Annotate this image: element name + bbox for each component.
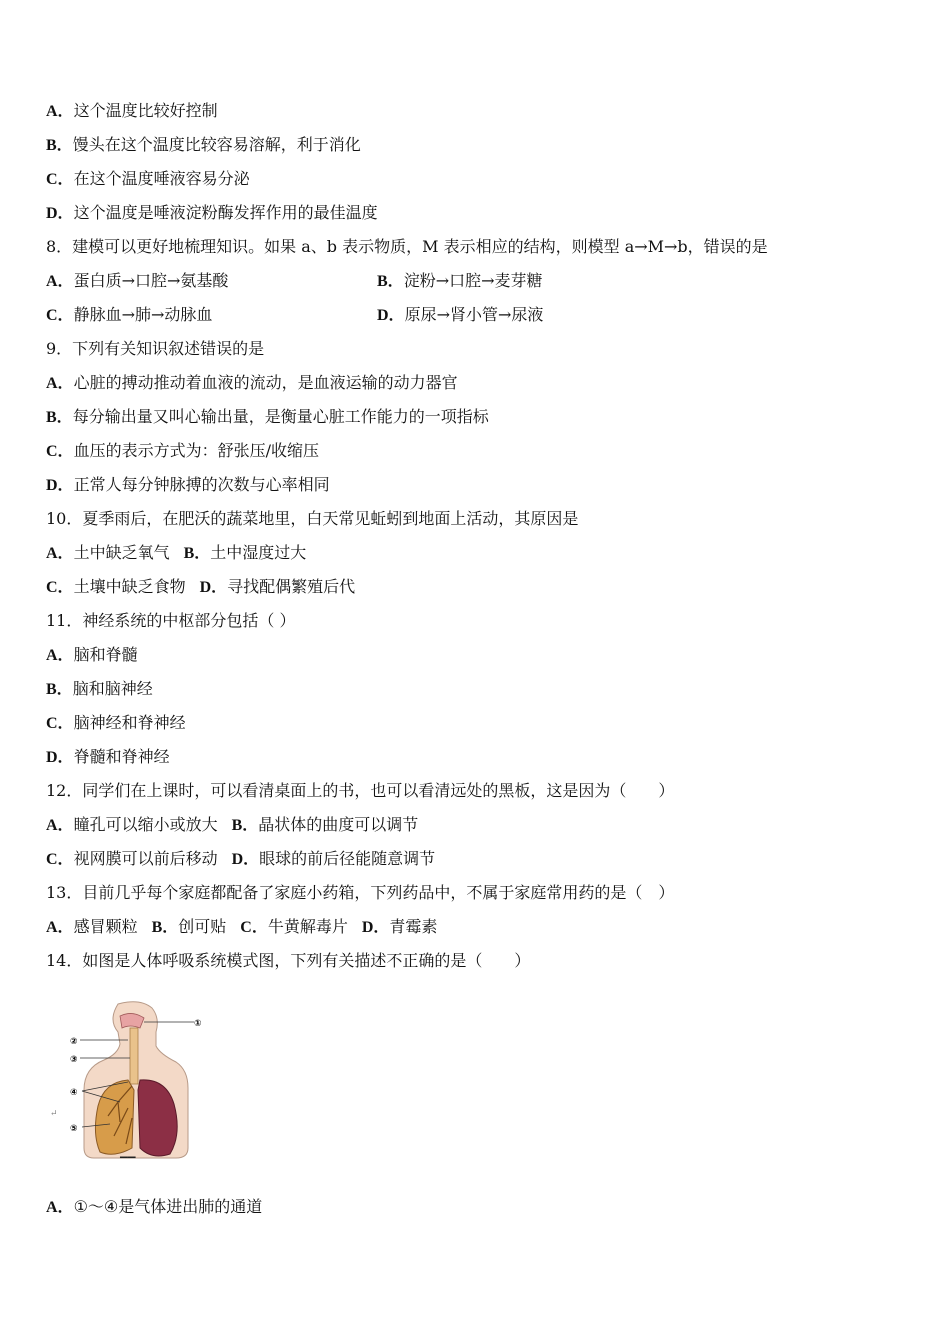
q11-option-a: A．脑和脊髓	[46, 645, 138, 664]
q10-stem: 10．夏季雨后，在肥沃的蔬菜地里，白天常见蚯蚓到地面上活动，其原因是	[46, 509, 579, 528]
q11-option-c: C．脑神经和脊神经	[46, 713, 186, 732]
label-4: ④	[70, 1088, 78, 1098]
q11-option-b: B．脑和脑神经	[46, 679, 153, 698]
q12-options-ab: A．瞳孔可以缩小或放大 B．晶状体的曲度可以调节	[46, 815, 419, 834]
respiratory-system-figure	[48, 998, 218, 1166]
q12-stem: 12．同学们在上课时，可以看清桌面上的书，也可以看清远处的黑板，这是因为（ ）	[46, 781, 675, 800]
paragraph-mark-icon: ↵	[50, 1109, 58, 1119]
label-2: ②	[70, 1037, 78, 1047]
label-3: ③	[70, 1055, 78, 1065]
q8-stem: 8．建模可以更好地梳理知识。如果 a、b 表示物质，M 表示相应的结构，则模型 a→M→b，错误的是	[46, 237, 768, 256]
label-1: ①	[194, 1019, 202, 1029]
figure-caption: ▔▔	[120, 1158, 136, 1166]
q14-stem: 14．如图是人体呼吸系统模式图，下列有关描述不正确的是（ ）	[46, 951, 531, 970]
q7-option-d: D．这个温度是唾液淀粉酶发挥作用的最佳温度	[46, 203, 378, 222]
q9-option-b: B．每分输出量又叫心输出量，是衡量心脏工作能力的一项指标	[46, 407, 489, 426]
q11-option-d: D．脊髓和脊神经	[46, 747, 170, 766]
q11-stem: 11．神经系统的中枢部分包括（ ）	[46, 611, 296, 630]
q7-option-a: A．这个温度比较好控制	[46, 101, 218, 120]
q12-options-cd: C．视网膜可以前后移动 D．眼球的前后径能随意调节	[46, 849, 436, 868]
respiratory-diagram	[48, 998, 218, 1166]
label-5: ⑤	[70, 1124, 78, 1134]
q9-stem: 9．下列有关知识叙述错误的是	[46, 339, 265, 358]
q8-option-d: D．原尿→肾小管→尿液	[377, 305, 544, 324]
trachea	[130, 1028, 138, 1084]
q8-option-b: B．淀粉→口腔→麦芽糖	[377, 271, 543, 290]
q9-option-d: D．正常人每分钟脉搏的次数与心率相同	[46, 475, 330, 494]
q13-options: A．感冒颗粒 B．创可贴 C．牛黄解毒片 D．青霉素	[46, 917, 438, 936]
q9-option-a: A．心脏的搏动推动着血液的流动，是血液运输的动力器官	[46, 373, 458, 392]
q14-option-a: A．①～④是气体进出肺的通道	[46, 1197, 263, 1216]
q10-options-cd: C．土壤中缺乏食物 D．寻找配偶繁殖后代	[46, 577, 356, 596]
nasal-cavity	[120, 1013, 144, 1028]
q13-stem: 13．目前几乎每个家庭都配备了家庭小药箱，下列药品中，不属于家庭常用药的是（ ）	[46, 883, 675, 902]
q8-option-c: C．静脉血→肺→动脉血	[46, 305, 213, 324]
q8-option-a: A．蛋白质→口腔→氨基酸	[46, 271, 229, 290]
q7-option-c: C．在这个温度唾液容易分泌	[46, 169, 250, 188]
q9-option-c: C．血压的表示方式为：舒张压/收缩压	[46, 441, 319, 460]
q7-option-b: B．馒头在这个温度比较容易溶解，利于消化	[46, 135, 361, 154]
q10-options-ab: A．土中缺乏氧气 B．土中湿度过大	[46, 543, 307, 562]
